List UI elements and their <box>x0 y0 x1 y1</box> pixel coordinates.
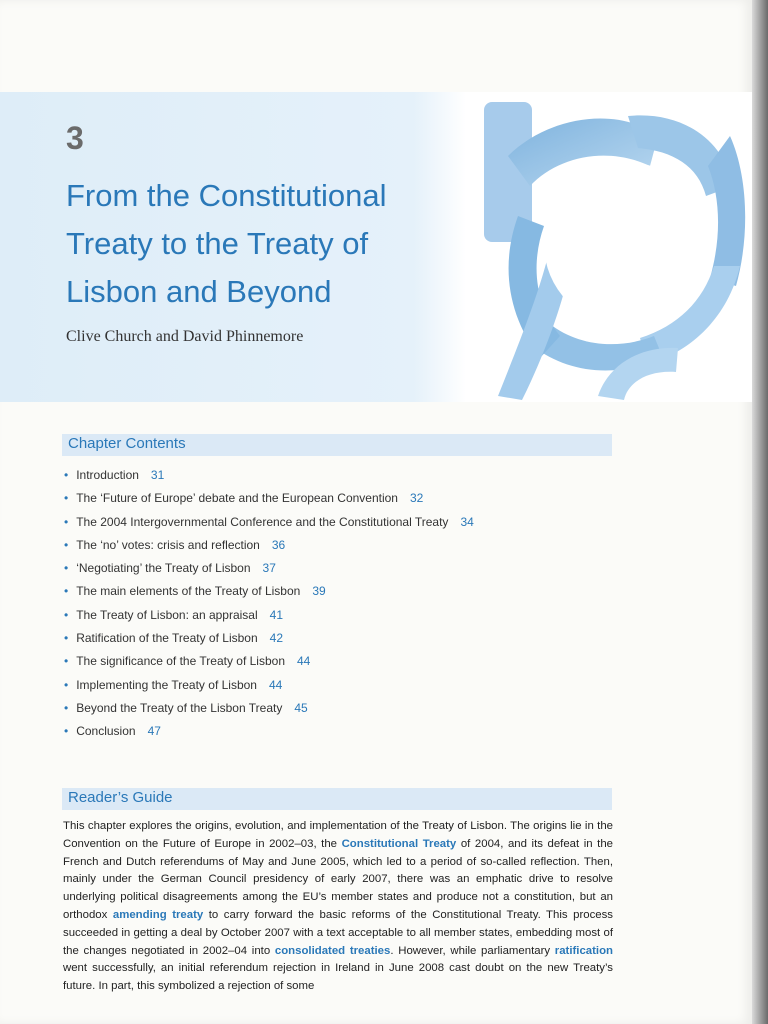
toc-item-page: 41 <box>269 607 284 622</box>
toc-item-label: The ‘no’ votes: crisis and reflection <box>76 537 260 552</box>
readers-guide-heading-bar <box>62 788 612 810</box>
bullet-icon: • <box>64 631 69 646</box>
bullet-icon: • <box>64 584 69 599</box>
toc-item-page: 42 <box>269 631 283 646</box>
toc-item-page: 47 <box>147 724 161 739</box>
toc-item-label: The significance of the Treaty of Lisbon <box>76 654 285 669</box>
toc-item-page: 36 <box>271 537 286 552</box>
bullet-icon: • <box>64 654 69 669</box>
toc-item[interactable] <box>64 697 474 720</box>
toc-item[interactable] <box>64 511 474 534</box>
toc-item-page: 45 <box>294 700 308 715</box>
guide-text: This chapter explores the origins, evolution, and implementation of the Treaty of Lisbon. The origins lie in the Convention on the Future of Europe in 2002–03, the <box>63 820 613 850</box>
circle-of-hands-image <box>478 96 752 400</box>
guide-text: . However, while parliamentary <box>390 944 555 957</box>
glossary-term-link[interactable]: consolidated treaties <box>274 944 391 957</box>
toc-item[interactable] <box>64 627 474 650</box>
toc-item-page: 44 <box>268 677 283 692</box>
bullet-icon: • <box>64 468 69 482</box>
toc-item-label: The Treaty of Lisbon: an appraisal <box>76 607 258 622</box>
bullet-icon: • <box>64 491 69 506</box>
toc-item[interactable] <box>64 464 474 487</box>
toc-item-page: 37 <box>262 561 276 576</box>
bullet-icon: • <box>64 700 69 715</box>
toc-item-label: Ratification of the Treaty of Lisbon <box>76 631 258 646</box>
bullet-icon: • <box>64 537 69 552</box>
bullet-icon: • <box>64 677 69 692</box>
toc-item[interactable] <box>64 580 474 603</box>
toc-item-label: The 2004 Intergovernmental Conference and the Constitutional Treaty <box>76 514 449 529</box>
toc-item[interactable] <box>64 674 474 697</box>
toc-item[interactable] <box>64 557 474 580</box>
chapter-contents-heading: Chapter Contents <box>68 435 186 452</box>
toc-item[interactable] <box>64 650 474 673</box>
toc-item-label: The ‘Future of Europe’ debate and the European Convention <box>76 491 398 506</box>
toc-item-page: 34 <box>460 514 474 529</box>
readers-guide-heading: Reader’s Guide <box>68 789 173 806</box>
chapter-title: From the Constitutional Treaty to the Treaty of Lisbon and Beyond <box>66 178 387 309</box>
toc-item-label: Introduction <box>76 468 139 482</box>
toc-item-label: Beyond the Treaty of the Lisbon Treaty <box>76 700 283 715</box>
bullet-icon: • <box>64 514 69 529</box>
toc-item-label: Conclusion <box>76 724 136 739</box>
toc-item-page: 32 <box>409 491 424 506</box>
guide-text: to carry forward the basic reforms of the Constitutional Treaty. This process succeeded in getting a deal by October 2007 with a text acceptable to all member states, embedding most of the changes negotiated in 2002–04 into <box>63 908 613 957</box>
guide-text: of 2004, and its defeat in the French and Dutch referendums of May and June 2005, which led to a period of so-called reflection. Then, mainly under the German Council presidency of early 2007, there was an emphatic drive to resolve underlying political disagreements among the EU’s member states and produce not a constitution, but an orthodox <box>63 837 613 921</box>
toc-item[interactable] <box>64 534 474 557</box>
toc-item-page: 39 <box>312 584 326 599</box>
chapter-contents-list <box>64 464 474 744</box>
toc-item-page: 31 <box>150 468 165 482</box>
glossary-term-link[interactable]: amending treaty <box>112 908 204 921</box>
toc-item[interactable] <box>64 487 474 510</box>
toc-item[interactable] <box>64 720 474 743</box>
toc-item-page: 44 <box>297 654 311 669</box>
chapter-contents-heading-bar <box>62 434 612 456</box>
book-page-edge <box>752 0 768 1024</box>
bullet-icon: • <box>64 724 69 739</box>
glossary-term-link[interactable]: Constitutional Treaty <box>341 837 457 850</box>
readers-guide-paragraph <box>63 818 613 996</box>
chapter-number: 3 <box>66 120 84 156</box>
toc-item-label: Implementing the Treaty of Lisbon <box>76 677 257 692</box>
toc-item[interactable] <box>64 604 474 627</box>
glossary-term-link[interactable]: ratification <box>554 944 613 957</box>
bullet-icon: • <box>64 561 69 576</box>
toc-item-label: The main elements of the Treaty of Lisbon <box>76 584 301 599</box>
guide-text: went successfully, an initial referendum rejection in Ireland in June 2008 cast doubt on the new Treaty’s future. In part, this symbolized a rejection of some <box>63 962 613 993</box>
toc-item-label: ‘Negotiating’ the Treaty of Lisbon <box>76 561 251 576</box>
chapter-authors: Clive Church and David Phinnemore <box>66 328 304 345</box>
bullet-icon: • <box>64 607 69 622</box>
